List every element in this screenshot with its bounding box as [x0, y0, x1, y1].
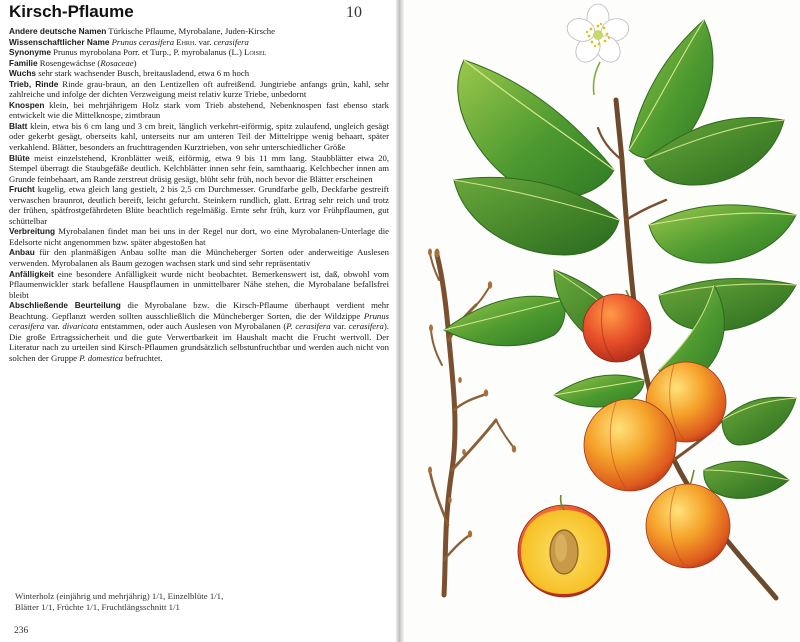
section-text: entstammen, oder auch Auslesen von Myrobalanen (: [98, 321, 287, 332]
description-paragraph: [9, 269, 389, 301]
twig-buds: [428, 249, 516, 538]
section-text: meist einzelstehend, Kronblätter weiß, eiförmig, etwa 9 bis 11 mm lang. Staubblätter etwa 20, Stempel überragt die Staubgefäße deutlich. Kelchblätter innen sehr fein, samthaarig. Kelchbecher innen am Grunde feinbehaart, am Rande zerstreut drüsig gesägt, blüht sehr früh, noch bevor die Blätter erscheinen: [9, 152, 389, 184]
flower: [564, 4, 631, 95]
section-text: cerasifera: [348, 321, 384, 332]
description-paragraph: [9, 100, 389, 121]
description-paragraph: [9, 121, 389, 153]
plate-legend: [15, 591, 375, 613]
fruit: [583, 294, 651, 362]
section-text: klein, etwa bis 6 cm lang und 3 cm breit, länglich verkehrt-eiförmig, spitz zulaufend, ungleich gesägt oder gekerbt gesägt, oberseits kahl, unterseits nur am unteren Teil der Mittelrippe wenig behaart, später verkahlend. Blätter, besonders an fruchttragenden Kurztrieben, von sehr unterschiedlicher Größe: [9, 120, 389, 153]
book-gutter: [396, 0, 404, 642]
section-label: Knospen: [9, 99, 45, 110]
section-label: Wuchs: [9, 68, 37, 79]
section-text: P. domestica: [79, 352, 123, 363]
section-text: var.: [44, 321, 63, 332]
section-text: Myrobalanen findet man bei uns in der Regel nur dort, wo eine Myrobalanen-Unterlage die Edelsorte nicht angenommen bzw. später abgestoßen hat: [9, 226, 389, 247]
section-text: klein, bei mehrjährigem Holz stark vom Trieb abstehend, Nebenknospen fast ebenso stark entwickelt wie die Mittelknospe, zimtbraun: [9, 99, 389, 121]
section-label: Frucht: [9, 184, 35, 195]
section-text: Rosaceae: [100, 57, 134, 68]
description-paragraph: [9, 247, 389, 268]
description-paragraph: [9, 47, 389, 58]
section-label: Wissenschaftlicher Name: [9, 36, 110, 47]
section-text: Türkische Pflaume, Myrobalane, Juden-Kirsche: [106, 26, 276, 36]
page-title: Kirsch-Pflaume: [9, 2, 134, 21]
section-text: Prunus myrobolana Porr. et Turp., P. myrobalanus (L.): [50, 47, 245, 58]
section-text: cerasifera: [213, 36, 249, 47]
plate-page: [404, 0, 800, 642]
section-label: Synonyme: [9, 47, 51, 58]
section-text: Loisel: [244, 47, 267, 58]
page-number: 236: [14, 626, 29, 636]
section-text: sehr stark wachsender Busch, breitausladend, etwa 6 m hoch: [36, 68, 250, 79]
section-label: Verbreitung: [9, 226, 56, 237]
description-paragraph: [9, 153, 389, 185]
section-label: Blatt: [9, 120, 28, 131]
description-paragraph: [9, 300, 389, 363]
section-text: die Myrobalane bzw. die Kirsch-Pflaume überhaupt verdient mehr Beachtung. Gepflanzt werden sollten ausschließlich die Müncheberger Sorten, die der Wildzippe: [9, 300, 389, 321]
plate-number: 10: [346, 4, 362, 21]
text-page: [0, 0, 398, 642]
description-paragraph: [9, 79, 389, 100]
fruit: [584, 399, 676, 491]
section-label: Anbau: [9, 247, 35, 258]
description-paragraph: [9, 58, 389, 69]
section-text: divaricata: [62, 321, 99, 332]
fruit-cross-section: [518, 495, 610, 597]
description-paragraph: [9, 37, 389, 48]
section-label: Trieb, Rinde: [9, 78, 59, 89]
description-paragraph: [9, 68, 389, 79]
section-text: befruchtet.: [122, 352, 163, 363]
section-text: Prunus cerasifera: [9, 310, 389, 332]
section-text: Ehrh.: [176, 36, 197, 47]
section-text: Prunus cerasifera: [111, 36, 175, 47]
section-text: var.: [330, 321, 349, 332]
section-label: Blüte: [9, 152, 30, 163]
section-label: Abschließende Beurteilung: [9, 300, 121, 311]
description-paragraph: [9, 184, 389, 226]
section-text: eine besondere Anfälligkeit wurde nicht beobachtet. Bemerkenswert ist, daß, obwohl vom Pflaumenwickler stark befallene Hauspflaumen in unmittelbarer Nähe stehen, die Myrobalane befallsfrei bleibt: [9, 268, 389, 300]
legend-line: Winterholz (einjährig und mehrjährig) 1/1, Einzelblüte 1/1,: [15, 591, 224, 601]
section-text: Rosengewächse (: [37, 57, 101, 68]
cherry-plum-illustration: [404, 0, 800, 642]
section-text: ): [133, 57, 137, 68]
section-text: ). Die große Ertragssicherheit und die gute Verwertbarkeit im Haushalt macht die Frucht wertvoll. Der Literatur nach zu urteilen sind Kirsch-Pflaumen grundsätzlich selbstunfruchtbar und werden auch nicht von solchen der Gruppe: [9, 321, 389, 363]
description-text: [9, 26, 389, 364]
description-paragraph: [9, 226, 389, 247]
section-label: Familie: [9, 57, 38, 68]
section-text: für den planmäßigen Anbau sollte man die Müncheberger Sorten oder anderweitige Auslesen verwenden. Myrobalanen als Baum gezogen wachsen stark und sind sehr repräsentativ: [9, 247, 389, 269]
legend-line: Blätter 1/1, Früchte 1/1, Fruchtlängsschnitt 1/1: [15, 602, 180, 612]
section-text: var.: [196, 36, 214, 47]
section-text: kugelig, etwa gleich lang gestielt, 2 bis 2,5 cm Durchmesser. Grundfarbe gelb, Deckfarbe gestreift verwaschen braunrot, deutlich bereift, leicht gefurcht. Steinkern rundlich, glatt. Ertrag sehr reich und trotz der frühen, spätfrostgefährdeten Blüte beachtlich regelmäßig. Ernte sehr früh, kurz vor Frühpflaumen, gut schüttelbar: [9, 184, 389, 226]
section-text: P. cerasifera: [286, 321, 331, 332]
description-paragraph: [9, 26, 389, 37]
fruit: [646, 484, 730, 568]
section-text: Rinde grau-braun, an den Lentizellen oft aufreißend. Jungtriebe anfangs grün, kahl, sehr zahlreiche und infolge der dichten Verzweigung meist relativ kurze Triebe, unbedornt: [9, 78, 390, 100]
section-label: Anfälligkeit: [9, 268, 54, 279]
section-label: Andere deutsche Namen: [9, 26, 107, 36]
